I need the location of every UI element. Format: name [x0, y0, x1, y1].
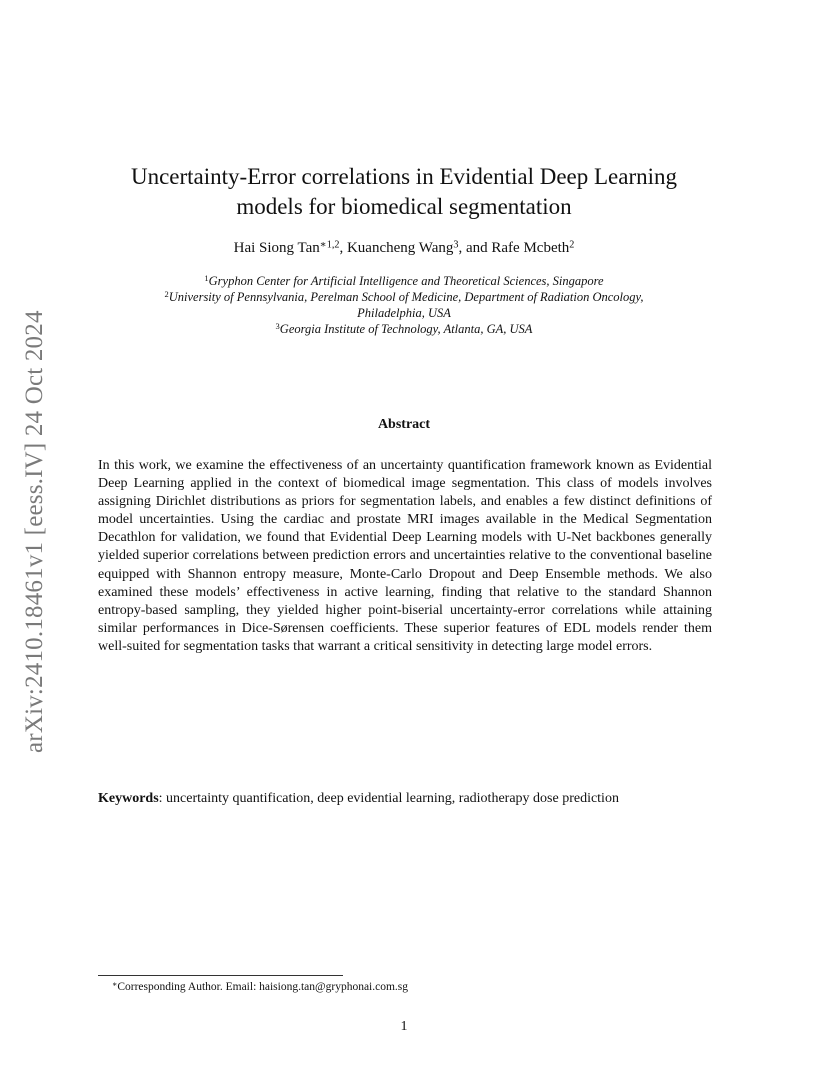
affiliation-line — [98, 273, 710, 289]
author-affiliation-marker: 3 — [453, 239, 459, 251]
paper-title — [98, 162, 710, 222]
affiliation-marker: 3 — [275, 321, 280, 332]
keywords-label: Keywords — [98, 791, 159, 806]
affiliation-text: University of Pennsylvania, Perelman School of Medicine, Department of Radiation Oncology, — [168, 290, 644, 304]
keywords-line — [98, 790, 712, 808]
footnote-marker: ∗ — [112, 979, 118, 989]
author-affiliation-marker: 2 — [569, 239, 575, 251]
author-name: Hai Siong Tan — [233, 240, 320, 256]
abstract-heading: Abstract — [377, 417, 431, 432]
affiliation-text: Philadelphia, USA — [357, 306, 451, 320]
affiliation-line — [98, 289, 710, 305]
affiliation-line — [98, 321, 710, 337]
affiliation-marker: 2 — [164, 289, 169, 300]
paper-title-line-1: Uncertainty-Error correlations in Evidential Deep Learning — [130, 164, 678, 189]
footnote-divider — [98, 975, 343, 976]
affiliation-text: Gryphon Center for Artificial Intelligence and Theoretical Sciences, Singapore — [208, 274, 604, 288]
author-name: Rafe Mcbeth — [491, 240, 570, 256]
affiliation-text: Georgia Institute of Technology, Atlanta, GA, USA — [279, 322, 533, 336]
page-number: 1 — [400, 1019, 408, 1034]
keywords-text: : uncertainty quantification, deep evidential learning, radiotherapy dose prediction — [158, 791, 619, 806]
author-list — [98, 238, 710, 258]
affiliation-line — [98, 305, 710, 321]
affiliation-list — [98, 273, 710, 337]
footnote — [112, 980, 712, 995]
affiliation-marker: 1 — [204, 273, 209, 284]
author-separator: , — [339, 240, 347, 256]
author-separator: , and — [458, 240, 492, 256]
paper-title-line-2: models for biomedical segmentation — [236, 194, 572, 219]
footnote-text: Corresponding Author. Email: haisiong.tan@gryphonai.com.sg — [117, 981, 409, 993]
arxiv-identifier-stamp: arXiv:2410.18461v1 [eess.IV] 24 Oct 2024 — [21, 310, 48, 754]
abstract-body: In this work, we examine the effectiveness of an uncertainty quantification framework known as Evidential Deep Learning applied in the context of biomedical image segmentation. This class of models involves assigning Dirichlet distributions as priors for segmentation labels, and enables a few distinct definitions of model uncertainties. Using the cardiac and prostate MRI images available in the Medical Segmentation Decathlon for validation, we found that Evidential Deep Learning models with U-Net backbones generally yielded superior correlations between prediction errors and uncertainties relative to the conventional baseline equipped with Shannon entropy measure, Monte-Carlo Dropout and Deep Ensemble methods. We also examined these models’ effectiveness in active learning, finding that relative to the standard Shannon entropy-based sampling, they yielded higher point-biserial uncertainty-error correlations while attaining similar performances in Dice-Sørensen coefficients. These superior features of EDL models render them well-suited for segmentation tasks that warrant a critical sensitivity in detecting large model errors. — [98, 458, 712, 654]
author-affiliation-marker: ∗1,2 — [319, 239, 340, 251]
author-name: Kuancheng Wang — [346, 240, 454, 256]
